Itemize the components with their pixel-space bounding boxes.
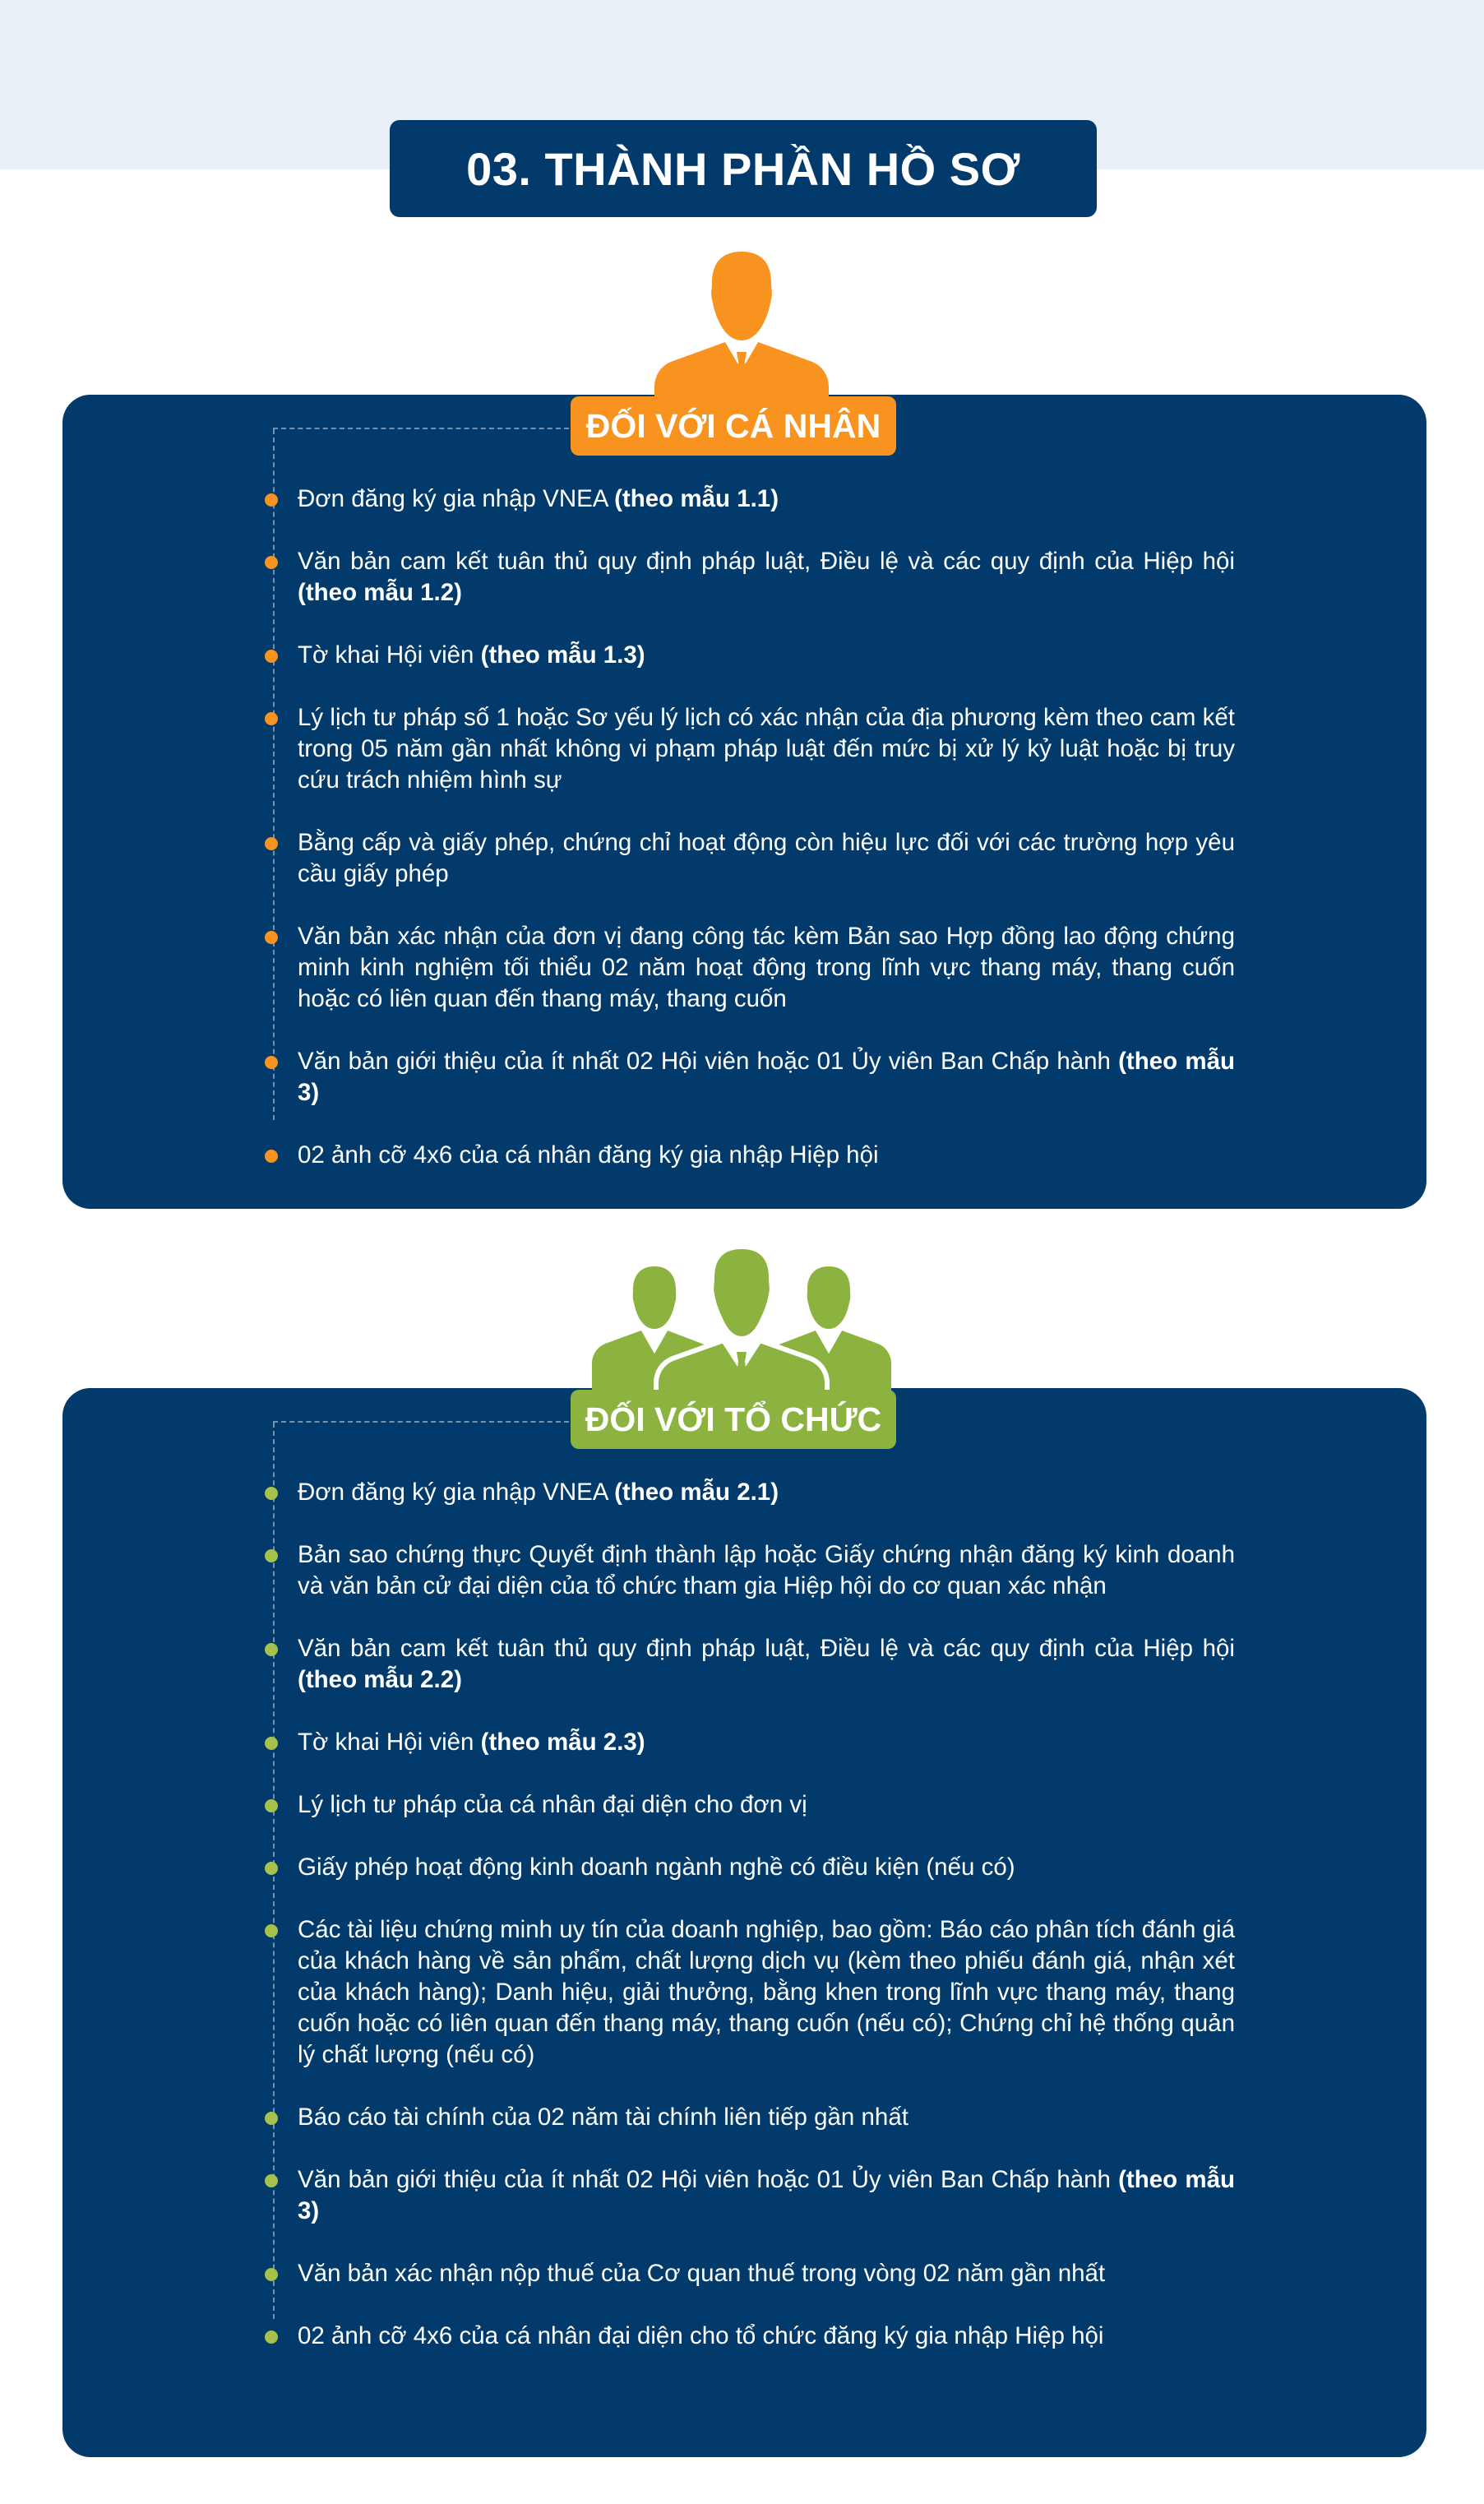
section-tag-individual bbox=[571, 396, 896, 456]
item-text: Bản sao chứng thực Quyết định thành lập hoặc Giấy chứng nhận đăng ký kinh doanh và văn bản cử đại diện của tổ chức tham gia Hiệp hội do cơ quan xác nhận bbox=[298, 1541, 1235, 1599]
individual-document-list bbox=[298, 484, 1235, 1202]
bullet-dot-icon bbox=[265, 712, 278, 725]
bullet-dot-icon bbox=[265, 493, 278, 507]
item-text: Đơn đăng ký gia nhập VNEA bbox=[298, 485, 615, 512]
bullet-dot-icon bbox=[265, 1737, 278, 1750]
item-form-reference: (theo mẫu 2.3) bbox=[480, 1729, 645, 1756]
group-icon bbox=[592, 1243, 891, 1400]
bullet-dot-icon bbox=[265, 1056, 278, 1069]
item-text: Văn bản cam kết tuân thủ quy định pháp luật, Điều lệ và các quy định của Hiệp hội bbox=[298, 548, 1235, 575]
list-item bbox=[298, 640, 1235, 671]
list-item bbox=[298, 1852, 1235, 1883]
list-item bbox=[298, 546, 1235, 609]
item-text: Lý lịch tư pháp của cá nhân đại diện cho đơn vị bbox=[298, 1791, 807, 1818]
item-text: Văn bản giới thiệu của ít nhất 02 Hội viên hoặc 01 Ủy viên Ban Chấp hành bbox=[298, 2166, 1119, 2193]
item-text: Lý lịch tư pháp số 1 hoặc Sơ yếu lý lịch có xác nhận của địa phương kèm theo cam kết trong 05 năm gần nhất không vi phạm pháp luật đến mức bị xử lý kỷ luật hoặc bị truy cứu trách nhiệm hình sự bbox=[298, 704, 1235, 794]
list-item bbox=[298, 702, 1235, 796]
item-text: Đơn đăng ký gia nhập VNEA bbox=[298, 1479, 615, 1506]
bullet-dot-icon bbox=[265, 2268, 278, 2281]
bullet-dot-icon bbox=[265, 650, 278, 663]
bullet-dot-icon bbox=[265, 2174, 278, 2187]
bullet-dot-icon bbox=[265, 556, 278, 569]
list-item bbox=[298, 1539, 1235, 1602]
item-text: Văn bản giới thiệu của ít nhất 02 Hội viên hoặc 01 Ủy viên Ban Chấp hành bbox=[298, 1048, 1119, 1075]
bullet-dot-icon bbox=[265, 1487, 278, 1500]
item-text: Văn bản xác nhận của đơn vị đang công tác kèm Bản sao Hợp đồng lao động chứng minh kinh nghiệm tối thiểu 02 năm hoạt động trong lĩnh vực thang máy, thang cuốn hoặc có liên quan đến thang máy, thang cuốn bbox=[298, 923, 1235, 1012]
item-text: Văn bản xác nhận nộp thuế của Cơ quan thuế trong vòng 02 năm gần nhất bbox=[298, 2260, 1106, 2287]
item-text: Giấy phép hoạt động kinh doanh ngành nghề có điều kiện (nếu có) bbox=[298, 1854, 1015, 1881]
bullet-dot-icon bbox=[265, 837, 278, 850]
bullet-dot-icon bbox=[265, 1150, 278, 1163]
item-form-reference: (theo mẫu 1.3) bbox=[480, 641, 645, 669]
list-item bbox=[298, 2321, 1235, 2352]
item-text: Các tài liệu chứng minh uy tín của doanh nghiệp, bao gồm: Báo cáo phân tích đánh giá của khách hàng về sản phẩm, chất lượng dịch vụ (kèm theo phiếu đánh giá, nhận xét của khách hàng); Danh hiệu, giải thưởng, bằng khen trong lĩnh vực thang máy, thang cuốn hoặc có liên quan đến thang máy, thang cuốn (nếu có); Chứng chỉ hệ thống quản lý chất lượng (nếu có) bbox=[298, 1916, 1235, 2068]
list-item bbox=[298, 2102, 1235, 2133]
item-text: Tờ khai Hội viên bbox=[298, 1729, 481, 1756]
page-title-box bbox=[390, 120, 1097, 217]
section-title-organization: ĐỐI VỚI TỔ CHỨC bbox=[585, 1400, 882, 1438]
item-text: 02 ảnh cỡ 4x6 của cá nhân đại diện cho tổ chức đăng ký gia nhập Hiệp hội bbox=[298, 2322, 1104, 2349]
bullet-dot-icon bbox=[265, 1799, 278, 1812]
item-form-reference: (theo mẫu 3) bbox=[298, 2166, 1236, 2224]
bullet-dot-icon bbox=[265, 1862, 278, 1875]
list-item bbox=[298, 1914, 1235, 2071]
list-item bbox=[298, 2258, 1235, 2289]
item-text: Bằng cấp và giấy phép, chứng chỉ hoạt động còn hiệu lực đối với các trường hợp yêu cầu giấy phép bbox=[298, 829, 1235, 887]
list-item bbox=[298, 2164, 1235, 2227]
item-form-reference: (theo mẫu 1.2) bbox=[298, 579, 462, 606]
item-form-reference: (theo mẫu 2.1) bbox=[614, 1479, 779, 1506]
bullet-dot-icon bbox=[265, 1924, 278, 1937]
bullet-dot-icon bbox=[265, 1643, 278, 1656]
list-item bbox=[298, 1633, 1235, 1696]
item-text: Văn bản cam kết tuân thủ quy định pháp luật, Điều lệ và các quy định của Hiệp hội bbox=[298, 1635, 1235, 1662]
bullet-dot-icon bbox=[265, 931, 278, 944]
timeline-connector-2 bbox=[273, 1421, 569, 1423]
person-icon bbox=[654, 247, 829, 411]
bullet-dot-icon bbox=[265, 2112, 278, 2125]
item-form-reference: (theo mẫu 1.1) bbox=[614, 485, 779, 512]
list-item bbox=[298, 827, 1235, 890]
item-text: Tờ khai Hội viên bbox=[298, 641, 481, 669]
item-form-reference: (theo mẫu 2.2) bbox=[298, 1666, 462, 1693]
section-tag-organization bbox=[571, 1390, 896, 1449]
organization-document-list bbox=[298, 1477, 1235, 2383]
list-item bbox=[298, 484, 1235, 515]
list-item bbox=[298, 1727, 1235, 1758]
item-form-reference: (theo mẫu 3) bbox=[298, 1048, 1236, 1106]
timeline-connector-1 bbox=[273, 428, 569, 429]
list-item bbox=[298, 1477, 1235, 1508]
item-text: Báo cáo tài chính của 02 năm tài chính liên tiếp gần nhất bbox=[298, 2104, 908, 2131]
item-text: 02 ảnh cỡ 4x6 của cá nhân đăng ký gia nhập Hiệp hội bbox=[298, 1141, 879, 1169]
timeline-line-1 bbox=[273, 429, 275, 1120]
list-item bbox=[298, 921, 1235, 1015]
section-title-individual: ĐỐI VỚI CÁ NHÂN bbox=[585, 406, 881, 445]
list-item bbox=[298, 1789, 1235, 1821]
list-item bbox=[298, 1140, 1235, 1171]
bullet-dot-icon bbox=[265, 1549, 278, 1562]
page-title: 03. THÀNH PHẦN HỒ SƠ bbox=[466, 142, 1020, 195]
list-item bbox=[298, 1046, 1235, 1109]
bullet-dot-icon bbox=[265, 2330, 278, 2344]
